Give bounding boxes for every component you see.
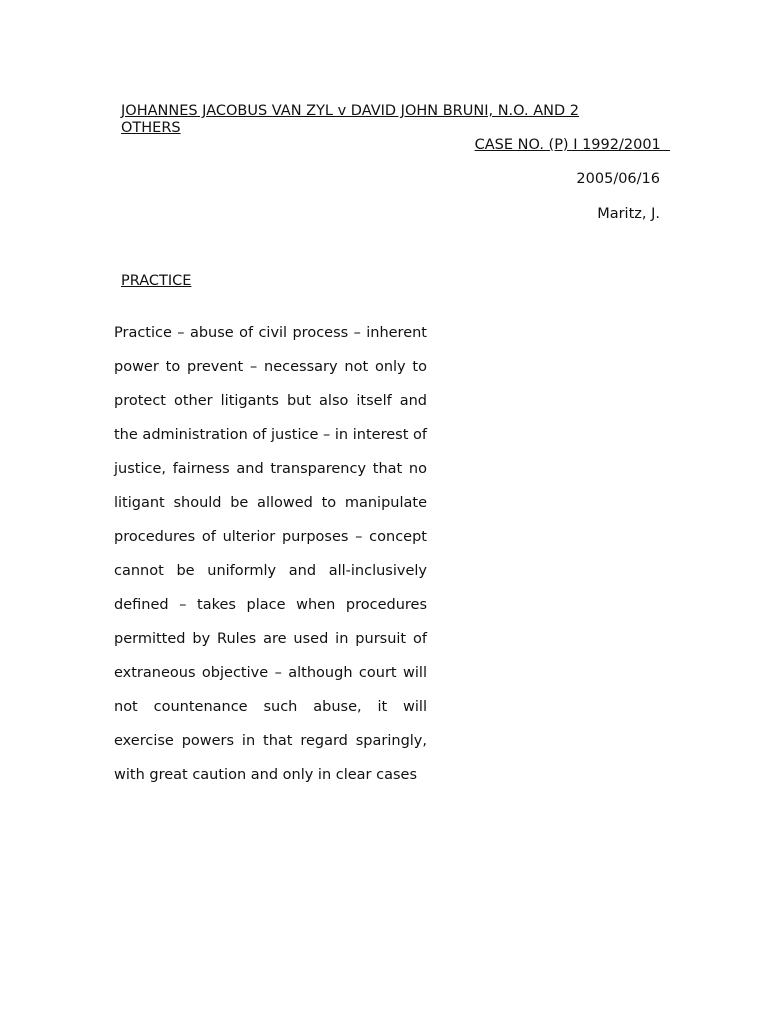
judge-name: Maritz, J. — [597, 206, 660, 222]
headnote-summary: Practice – abuse of civil process – inherent power to prevent – necessary not only to protect other litigants but also itself and the administration of justice – in interest of justice, fairness and transparency that no litigant should be allowed to manipulate procedures of ulterior purposes – concept cannot be uniformly and all-inclusively defined – takes place when procedures permitted by Rules are used in pursuit of extraneous objective – although court will not countenance such abuse, it will exercise powers in that regard sparingly, with great caution and only in clear cases — [114, 325, 427, 783]
case-number: CASE NO. (P) I 1992/2001 — [474, 137, 670, 153]
judgment-date: 2005/06/16 — [576, 171, 660, 187]
case-title: JOHANNES JACOBUS VAN ZYL v DAVID JOHN BRUNI, N.O. AND 2 OTHERS — [121, 103, 579, 136]
section-heading: PRACTICE — [121, 273, 192, 289]
